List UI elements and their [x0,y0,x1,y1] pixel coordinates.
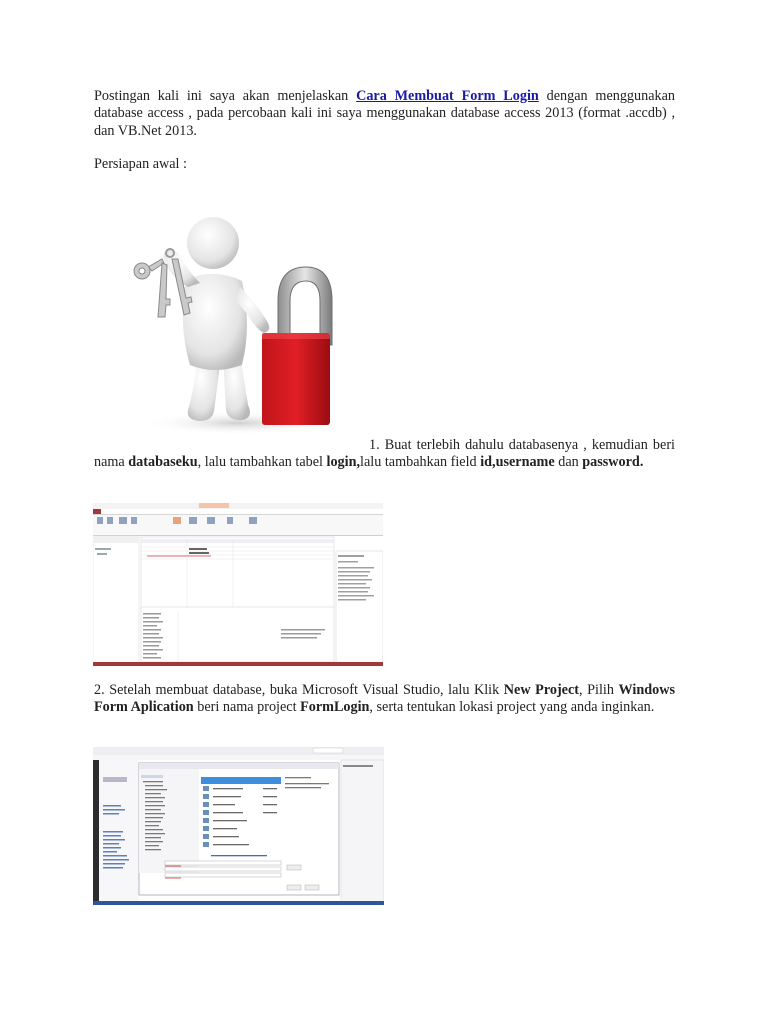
step1-text-prefix: 1. Buat terlebih dahulu databasenya , kemudian beri nama [94,437,675,471]
step1-text-mid1: , lalu tambahkan tabel [197,454,323,471]
field-names: id,username [480,454,555,471]
visual-studio-screenshot-image [93,747,384,905]
access-screenshot-image [93,503,383,666]
intro-paragraph [94,88,675,140]
intro-text-after: dengan menggunakan database access , pada percobaan kali ini saya menggunakan database access 2013 (format .accdb) , dan VB.Net 2013. [94,88,675,139]
step2-paragraph [94,682,675,717]
step2-text-prefix: 2. Setelah membuat database, buka Microsoft Visual Studio, lalu Klik [94,682,500,698]
prep-heading: Persiapan awal : [94,156,187,172]
template-name: Windows Form Aplication [94,682,676,716]
table-name: login, [326,454,361,471]
step2-text-mid1: , Pilih [579,682,614,698]
database-name: databaseku [128,454,198,471]
person-with-keys-and-padlock-image [128,205,340,437]
project-name: FormLogin [300,699,370,716]
step1-text-mid2: lalu tambahkan field [360,454,477,471]
intro-text-before: Postingan kali ini saya akan menjelaskan [94,88,349,104]
step1-paragraph [94,437,675,472]
new-project-label: New Project [503,682,579,698]
field-last: password. [582,454,644,471]
step2-text-suffix: , serta tentukan lokasi project yang anda inginkan. [369,699,655,716]
tutorial-link[interactable]: Cara Membuat Form Login [356,88,539,104]
step1-text-mid3: dan [558,454,579,471]
step2-text-mid2: beri nama project [197,699,297,716]
